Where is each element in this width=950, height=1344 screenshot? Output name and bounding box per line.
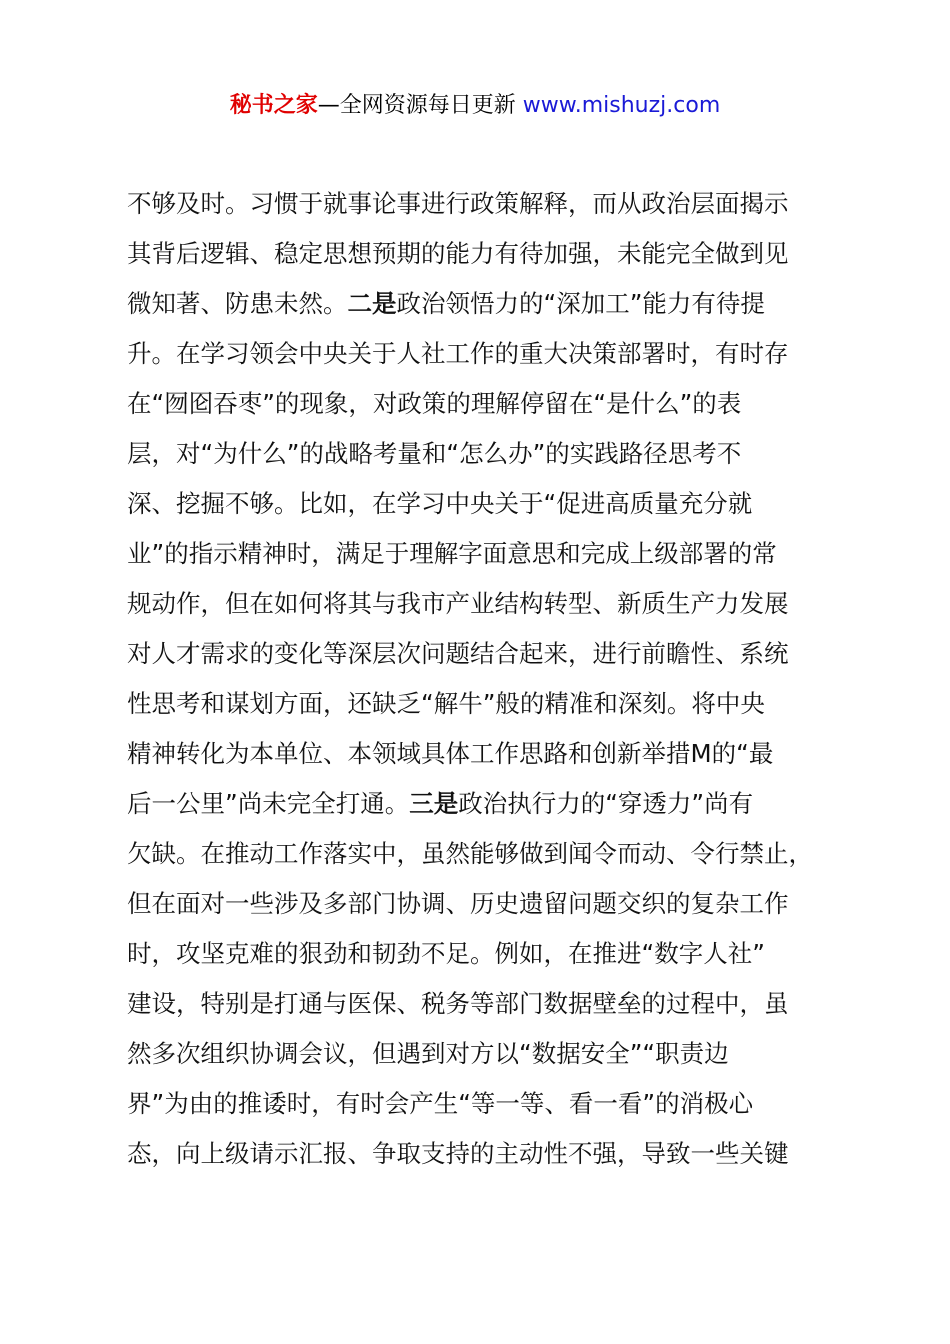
text-line bbox=[127, 879, 847, 929]
text-line bbox=[127, 379, 847, 429]
text-line bbox=[127, 329, 847, 379]
page-header bbox=[0, 88, 950, 124]
text-line bbox=[127, 229, 847, 279]
text-segment: 层，对“为什么”的战略考量和“怎么办”的实践路径思考不 bbox=[127, 439, 742, 468]
text-segment: 政治领悟力的“深加工”能力有待提 bbox=[396, 289, 765, 318]
text-segment: 欠缺。在推动工作落实中，虽然能够做到闻令而动、令行禁止， bbox=[127, 839, 813, 868]
brand-name: 秘书之家 bbox=[229, 93, 318, 118]
body-paragraph bbox=[127, 179, 847, 1179]
text-line bbox=[127, 579, 847, 629]
header-tagline: —全网资源每日更新 bbox=[317, 93, 523, 118]
text-segment: 界”为由的推诿时，有时会产生“等一等、看一看”的消极心 bbox=[127, 1089, 754, 1118]
bold-marker: 二是 bbox=[347, 289, 397, 318]
text-segment: 业”的指示精神时，满足于理解字面意思和完成上级部署的常 bbox=[127, 539, 777, 568]
text-line bbox=[127, 1029, 847, 1079]
text-line bbox=[127, 629, 847, 679]
text-segment: 性思考和谋划方面，还缺乏“解牛”般的精准和深刻。将中央 bbox=[127, 689, 765, 718]
text-segment: 政治执行力的“穿透力”尚有 bbox=[458, 789, 754, 818]
text-line bbox=[127, 779, 847, 829]
text-line bbox=[127, 479, 847, 529]
text-line bbox=[127, 179, 847, 229]
text-line bbox=[127, 729, 847, 779]
text-line bbox=[127, 829, 847, 879]
text-segment: 建设，特别是打通与医保、税务等部门数据壁垒的过程中，虽 bbox=[127, 989, 789, 1018]
text-line bbox=[127, 429, 847, 479]
text-segment: 升。在学习领会中央关于人社工作的重大决策部署时，有时存 bbox=[127, 339, 789, 368]
text-line bbox=[127, 1079, 847, 1129]
site-link[interactable]: www.mishuzj.com bbox=[522, 93, 721, 118]
text-line bbox=[127, 1129, 847, 1179]
text-segment: 不够及时。习惯于就事论事进行政策解释，而从政治层面揭示 bbox=[127, 189, 789, 218]
text-segment: 时，攻坚克难的狠劲和韧劲不足。例如，在推进“数字人社” bbox=[127, 939, 765, 968]
text-line bbox=[127, 929, 847, 979]
text-segment: 精神转化为本单位、本领域具体工作思路和创新举措M的“最 bbox=[127, 739, 774, 768]
text-line bbox=[127, 679, 847, 729]
text-segment: 在“囫囵吞枣”的现象，对政策的理解停留在“是什么”的表 bbox=[127, 389, 742, 418]
text-segment: 规动作，但在如何将其与我市产业结构转型、新质生产力发展 bbox=[127, 589, 789, 618]
text-segment: 然多次组织协调会议，但遇到对方以“数据安全”“职责边 bbox=[127, 1039, 729, 1068]
text-segment: 微知著、防患未然。 bbox=[127, 289, 348, 318]
text-line bbox=[127, 979, 847, 1029]
text-segment: 深、挖掘不够。比如，在学习中央关于“促进高质量充分就 bbox=[127, 489, 753, 518]
text-segment: 但在面对一些涉及多部门协调、历史遗留问题交织的复杂工作 bbox=[127, 889, 789, 918]
text-segment: 后一公里”尚未完全打通。 bbox=[127, 789, 410, 818]
text-line bbox=[127, 279, 847, 329]
text-line bbox=[127, 529, 847, 579]
bold-marker: 三是 bbox=[409, 789, 459, 818]
text-segment: 其背后逻辑、稳定思想预期的能力有待加强，未能完全做到见 bbox=[127, 239, 789, 268]
text-segment: 对人才需求的变化等深层次问题结合起来，进行前瞻性、系统 bbox=[127, 639, 789, 668]
text-segment: 态，向上级请示汇报、争取支持的主动性不强，导致一些关键 bbox=[127, 1139, 789, 1168]
